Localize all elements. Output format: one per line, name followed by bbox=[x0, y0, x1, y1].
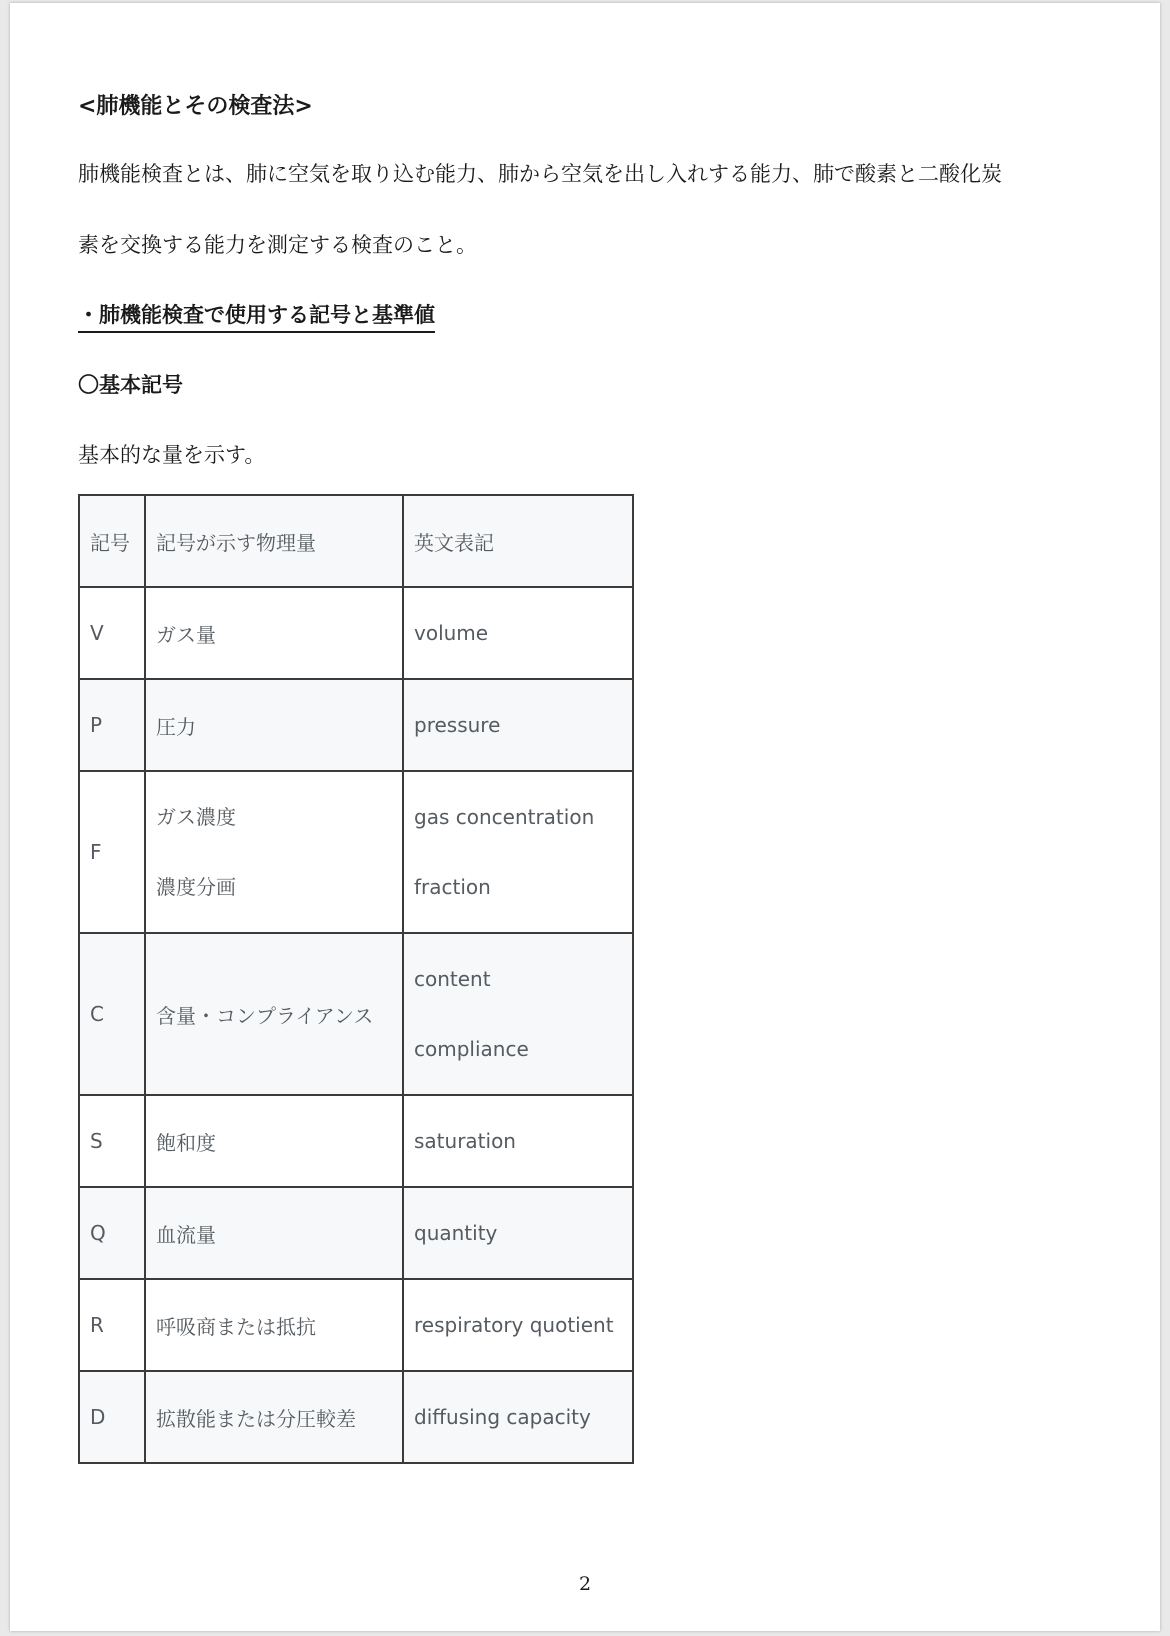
cell-quantity: 飽和度 bbox=[145, 1095, 403, 1187]
document-page bbox=[10, 3, 1160, 1631]
cell-english: saturation bbox=[403, 1095, 633, 1187]
cell-symbol: S bbox=[79, 1095, 145, 1187]
cell-symbol: Q bbox=[79, 1187, 145, 1279]
subsection-title: 〇基本記号 bbox=[78, 373, 183, 397]
cell-quantity: 拡散能または分圧較差 bbox=[145, 1371, 403, 1463]
cell-quantity-line: ガス濃度 bbox=[156, 805, 236, 829]
cell-quantity: 血流量 bbox=[145, 1187, 403, 1279]
header-english: 英文表記 bbox=[403, 495, 633, 587]
cell-english-line: compliance bbox=[414, 1037, 529, 1061]
cell-english-line: content bbox=[414, 967, 491, 991]
page-number: 2 bbox=[578, 1573, 592, 1595]
cell-english: quantity bbox=[403, 1187, 633, 1279]
table-row bbox=[79, 1371, 633, 1463]
table-row bbox=[79, 771, 633, 933]
cell-english: volume bbox=[403, 587, 633, 679]
page-title: <肺機能とその検査法> bbox=[78, 94, 313, 119]
table-row bbox=[79, 1187, 633, 1279]
cell-english-line: gas concentration bbox=[414, 805, 595, 829]
cell-symbol: R bbox=[79, 1279, 145, 1371]
cell-english-line: fraction bbox=[414, 875, 491, 899]
table-header-row bbox=[79, 495, 633, 587]
table-row bbox=[79, 933, 633, 1095]
intro-line-2: 素を交換する能力を測定する検査のこと。 bbox=[78, 233, 477, 257]
cell-symbol: C bbox=[79, 933, 145, 1095]
cell-symbol: V bbox=[79, 587, 145, 679]
table-row bbox=[79, 1095, 633, 1187]
table-row bbox=[79, 1279, 633, 1371]
cell-quantity: 圧力 bbox=[145, 679, 403, 771]
cell-symbol: F bbox=[79, 771, 145, 933]
cell-quantity: 呼吸商または抵抗 bbox=[145, 1279, 403, 1371]
cell-quantity: 含量・コンプライアンス bbox=[145, 933, 403, 1095]
cell-quantity-line: 濃度分画 bbox=[156, 875, 236, 899]
header-symbol: 記号 bbox=[79, 495, 145, 587]
cell-english: respiratory quotient bbox=[403, 1279, 633, 1371]
header-quantity: 記号が示す物理量 bbox=[145, 495, 403, 587]
intro-line-1: 肺機能検査とは、肺に空気を取り込む能力、肺から空気を出し入れする能力、肺で酸素と二酸化炭 bbox=[78, 162, 1002, 186]
table-description: 基本的な量を示す。 bbox=[78, 443, 266, 467]
cell-symbol: P bbox=[79, 679, 145, 771]
cell-quantity bbox=[145, 771, 403, 933]
table-row bbox=[79, 587, 633, 679]
symbol-table bbox=[78, 494, 634, 1464]
cell-quantity: ガス量 bbox=[145, 587, 403, 679]
table-row bbox=[79, 679, 633, 771]
cell-english: pressure bbox=[403, 679, 633, 771]
cell-english bbox=[403, 933, 633, 1095]
cell-english bbox=[403, 771, 633, 933]
cell-english: diffusing capacity bbox=[403, 1371, 633, 1463]
section-title: ・肺機能検査で使用する記号と基準値 bbox=[78, 299, 435, 333]
cell-symbol: D bbox=[79, 1371, 145, 1463]
